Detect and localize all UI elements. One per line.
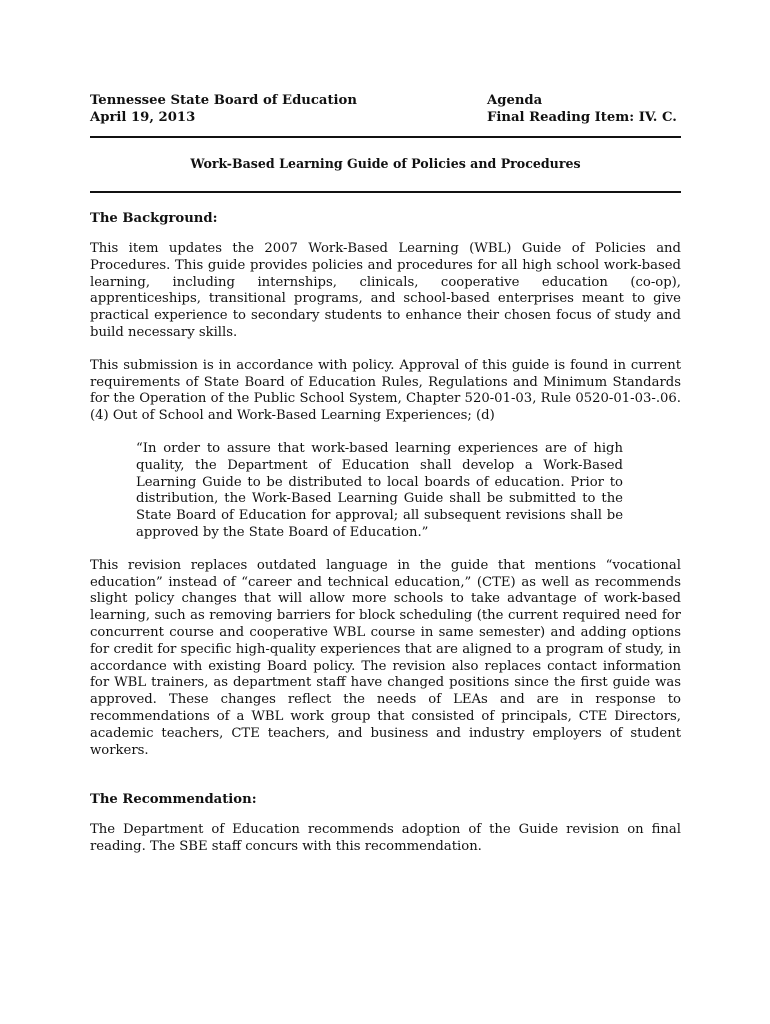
policy-quote: “In order to assure that work-based learning experiences are of high quality, the Department of Education shall develop a Work-Based Learning Guide to be distributed to local boards of education. Prior to distribution, the Work-Based Learning Guide shall be submitted to the State Board of Education for approval; all subsequent revisions shall be approved by the State Board of Education.”	[136, 440, 623, 540]
background-paragraph-3: This revision replaces outdated language in the guide that mentions “vocational education” instead of “career and technical education,” (CTE) as well as recommends slight policy changes that will allow more schools to take advantage of work-based learning, such as removing barriers for block scheduling (the current required need for concurrent course and cooperative WBL course in same semester) and adding options for credit for specific high-quality experiences that are aligned to a program of study, in accordance with existing Board policy. The revision also replaces contact information for WBL trainers, as department staff have changed positions since the first guide was approved. These changes reflect the needs of LEAs and are in response to recommendations of a WBL work group that consisted of principals, CTE Directors, academic teachers, CTE teachers, and business and industry employers of student workers.	[90, 557, 681, 758]
recommendation-paragraph: The Department of Education recommends adoption of the Guide revision on final reading. The SBE staff concurs with this recommendation.	[90, 822, 681, 855]
document-content	[90, 92, 681, 856]
top-rule	[90, 136, 681, 138]
title-rule	[90, 191, 681, 193]
background-heading: The Background:	[90, 211, 218, 226]
org-name: Tennessee State Board of Education	[90, 93, 357, 108]
header-right	[487, 92, 681, 126]
meeting-date: April 19, 2013	[90, 110, 196, 125]
document-title: Work-Based Learning Guide of Policies and Procedures	[190, 156, 581, 171]
header-left	[90, 92, 357, 126]
document-header	[90, 92, 681, 126]
background-paragraph-2: This submission is in accordance with policy. Approval of this guide is found in current requirements of State Board of Education Rules, Regulations and Minimum Standards for the Operation of the Public School System, Chapter 520-01-03, Rule 0520-01-03-.06. (4) Out of School and Work-Based Learning Experiences; (d)	[90, 357, 681, 424]
agenda-label: Agenda	[487, 93, 543, 108]
recommendation-heading: The Recommendation:	[90, 792, 257, 808]
reading-item: Final Reading Item: IV. C.	[487, 110, 677, 125]
background-paragraph-1: This item updates the 2007 Work-Based Learning (WBL) Guide of Policies and Procedures. This guide provides policies and procedures for all high school work-based learning, including internships, clinicals, cooperative education (co-op), apprenticeships, transitional programs, and school-based enterprises meant to give practical experience to secondary students to enhance their chosen focus of study and build necessary skills.	[90, 241, 681, 340]
